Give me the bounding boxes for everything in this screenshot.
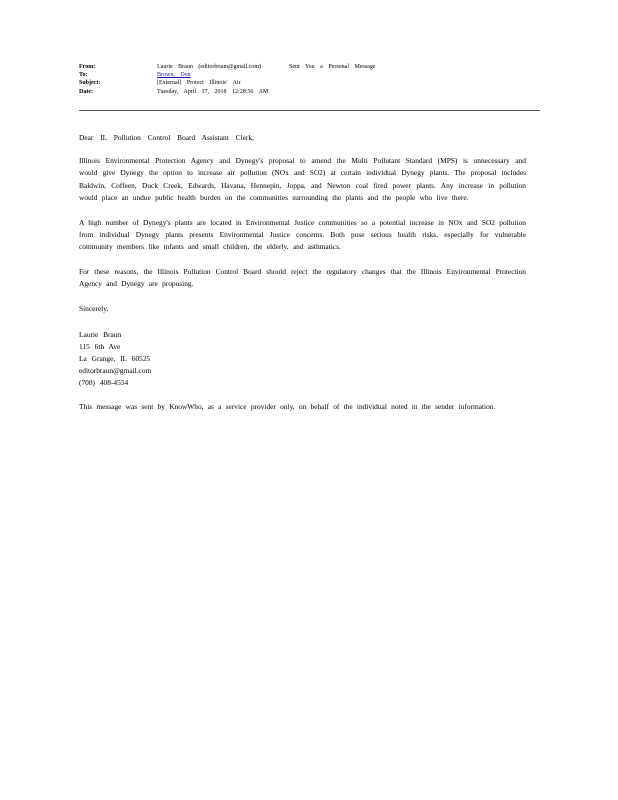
- signature-block: [79, 329, 526, 389]
- paragraph-3: For these reasons, the Illinois Pollution Control Board should reject the regulatory changes that the Illinois Environmental Protection Agency and Dynegy are proposing.: [79, 266, 526, 288]
- from-value: [157, 63, 539, 71]
- signature-phone: (708) 408-4554: [79, 378, 129, 388]
- from-extra: Sent You a Personal Message: [289, 64, 376, 70]
- signature-city: La Grange, IL 60525: [79, 354, 151, 364]
- to-value: [157, 71, 539, 79]
- signature-name: Laurie Braun: [79, 330, 122, 340]
- date-row: [79, 88, 539, 96]
- closing: Sincerely,: [79, 304, 109, 314]
- header-divider: [79, 110, 540, 111]
- subject-label: Subject:: [79, 80, 101, 87]
- subject-value: [External] Protect Illinois' Air: [157, 80, 241, 87]
- from-row: [79, 63, 539, 71]
- footer-note: This message was sent by KnowWho, as a service provider only, on behalf of the individual noted in the sender information.: [79, 402, 496, 412]
- from-label: From:: [79, 64, 96, 70]
- date-label: Date:: [79, 88, 93, 95]
- salutation: Dear IL Pollution Control Board Assistant Clerk,: [79, 133, 254, 142]
- email-header: [79, 63, 539, 96]
- from-sender: Laurie Braun (editorbraun@gmail.com): [157, 64, 261, 70]
- signature-email: editorbraun@gmail.com: [79, 366, 152, 376]
- paragraph-1: Illinois Environmental Protection Agency and Dynegy's proposal to amend the Multi Pollutant Standard (MPS) is unnecessary and would give Dynegy the option to increase air pollution (NOx and SO2) at certain individual Dynegy plants. The proposal includes Baldwin, Coffeen, Duck Creek, Edwards, Havana, Hennepin, Joppa, and Newton coal fired power plants. Any increase in pollution would place an undue public health burden on the communities surrounding the plants and the people who live there.: [79, 156, 526, 202]
- email-body: [79, 132, 526, 413]
- to-row: [79, 71, 539, 79]
- subject-row: [79, 79, 539, 87]
- date-value: Tuesday, April 17, 2018 12:28:56 AM: [157, 88, 269, 95]
- signature-street: 115 6th Ave: [79, 342, 121, 352]
- paragraph-2: A high number of Dynegy's plants are located in Environmental Justice communities so a potential increase in NOx and SO2 pollution from individual Dynegy plants presents Environmental Justice concerns. Both pose serious health risks, especially for vulnerable community members like infants and small children, the elderly, and asthmatics.: [79, 217, 526, 251]
- to-label: To:: [79, 72, 88, 79]
- to-recipient-link[interactable]: Brown, Don: [157, 72, 191, 79]
